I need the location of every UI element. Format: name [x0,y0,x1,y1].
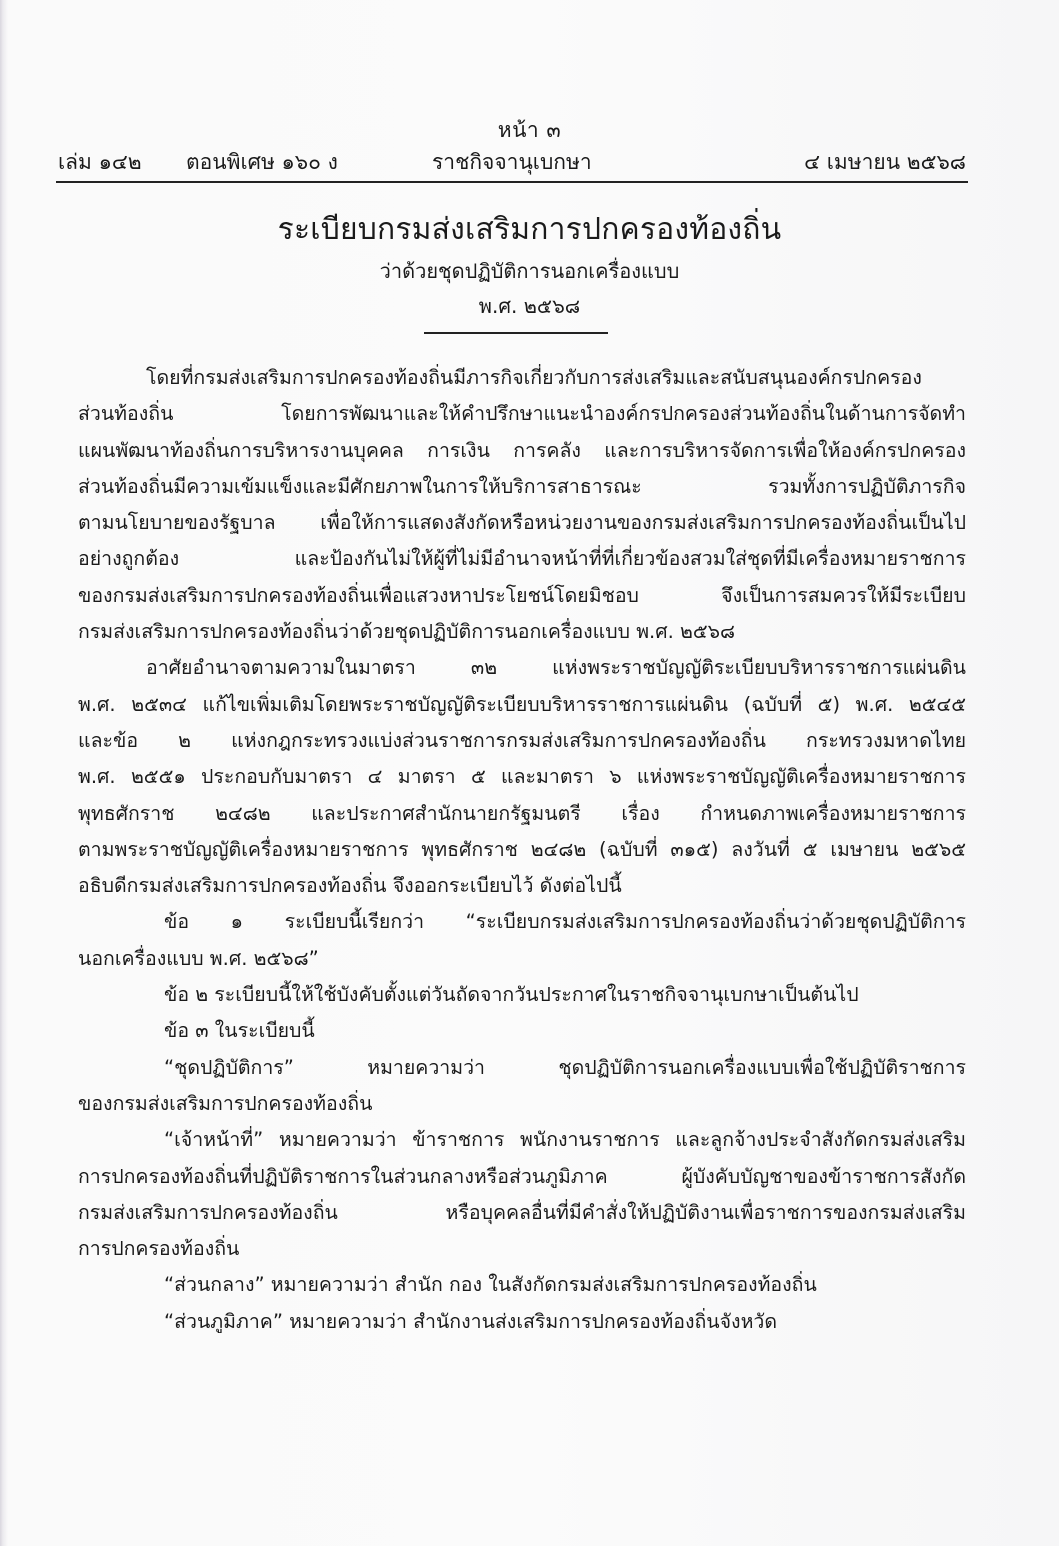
body-line: แผนพัฒนาท้องถิ่นการบริหารงานบุคคล การเงิน การคลัง และการบริหารจัดการเพื่อให้องค์กรปกครอง [78,438,966,462]
body-line: ส่วนท้องถิ่นมีความเข้มแข็งและมีศักยภาพในการให้บริการสาธารณะ รวมทั้งการปฏิบัติภารกิจ [78,474,966,498]
document-subtitle: ว่าด้วยชุดปฏิบัติการนอกเครื่องแบบ [379,259,680,283]
body-line: พ.ศ. ๒๕๓๔ แก้ไขเพิ่มเติมโดยพระราชบัญญัติระเบียบบริหารราชการแผ่นดิน (ฉบับที่ ๕) พ.ศ. ๒๕๔๕ [78,692,966,716]
definition-central: “ส่วนกลาง” หมายความว่า สำนัก กอง ในสังกัดกรมส่งเสริมการปกครองท้องถิ่น [164,1273,817,1297]
document-title: ระเบียบกรมส่งเสริมการปกครองท้องถิ่น [277,212,782,247]
publication-name: ราชกิจจานุเบกษา [432,150,592,174]
body-line: ของกรมส่งเสริมการปกครองท้องถิ่นเพื่อแสวงหาประโยชน์โดยมิชอบ จึงเป็นการสมควรให้มีระเบียบ [78,583,966,607]
body-line: พ.ศ. ๒๕๕๑ ประกอบกับมาตรา ๔ มาตรา ๕ และมาตรา ๖ แห่งพระราชบัญญัติเครื่องหมายราชการ [78,765,966,789]
body-line: ของกรมส่งเสริมการปกครองท้องถิ่น [78,1091,373,1115]
body-line: ตามพระราชบัญญัติเครื่องหมายราชการ พุทธศักราช ๒๔๘๒ (ฉบับที่ ๓๑๕) ลงวันที่ ๕ เมษายน ๒๕๖๕ [78,837,966,861]
body-line: การปกครองท้องถิ่น [78,1237,240,1261]
body-line: นอกเครื่องแบบ พ.ศ. ๒๕๖๘” [78,946,319,970]
body-line: และข้อ ๒ แห่งกฎกระทรวงแบ่งส่วนราชการกรมส่งเสริมการปกครองท้องถิ่น กระทรวงมหาดไทย [78,728,966,752]
body-line: อาศัยอำนาจตามความในมาตรา ๓๒ แห่งพระราชบัญญัติระเบียบบริหารราชการแผ่นดิน [146,656,966,680]
volume-number: เล่ม ๑๔๒ [58,150,142,174]
gazette-header [58,146,966,176]
document-year: พ.ศ. ๒๕๖๘ [478,294,581,318]
issue-number: ตอนพิเศษ ๑๖๐ ง [186,150,338,174]
header-divider [56,181,968,183]
body-line: พุทธศักราช ๒๔๘๒ และประกาศสำนักนายกรัฐมนตรี เรื่อง กำหนดภาพเครื่องหมายราชการ [78,801,966,825]
body-line: ส่วนท้องถิ่น โดยการพัฒนาและให้คำปรึกษาแนะนำองค์กรปกครองส่วนท้องถิ่นในด้านการจัดทำ [78,402,966,426]
clause-3: ข้อ ๓ ในระเบียบนี้ [164,1019,315,1043]
clause-1: ข้อ ๑ ระเบียบนี้เรียกว่า “ระเบียบกรมส่งเสริมการปกครองท้องถิ่นว่าด้วยชุดปฏิบัติการ [164,910,966,934]
definition-officer: “เจ้าหน้าที่” หมายความว่า ข้าราชการ พนักงานราชการ และลูกจ้างประจำสังกัดกรมส่งเสริม [164,1128,966,1152]
body-line: อธิบดีกรมส่งเสริมการปกครองท้องถิ่น จึงออกระเบียบไว้ ดังต่อไปนี้ [78,874,622,898]
body-line: โดยที่กรมส่งเสริมการปกครองท้องถิ่นมีภารกิจเกี่ยวกับการส่งเสริมและสนับสนุนองค์กรปกครอง [146,366,922,389]
document-body [78,360,966,1340]
body-line: ตามนโยบายของรัฐบาล เพื่อให้การแสดงสังกัดหรือหน่วยงานของกรมส่งเสริมการปกครองท้องถิ่นเป็นไป [78,511,966,535]
publication-date: ๔ เมษายน ๒๕๖๘ [804,150,966,174]
body-line: การปกครองท้องถิ่นที่ปฏิบัติราชการในส่วนกลางหรือส่วนภูมิภาค ผู้บังคับบัญชาของข้าราชการสังกัด [78,1164,966,1188]
title-divider [424,332,608,334]
body-line: อย่างถูกต้อง และป้องกันไม่ให้ผู้ที่ไม่มีอำนาจหน้าที่ที่เกี่ยวข้องสวมใส่ชุดที่มีเครื่องหมายราชการ [78,547,966,571]
definition-regional: “ส่วนภูมิภาค” หมายความว่า สำนักงานส่งเสริมการปกครองท้องถิ่นจังหวัด [164,1309,778,1333]
body-line: กรมส่งเสริมการปกครองท้องถิ่นว่าด้วยชุดปฏิบัติการนอกเครื่องแบบ พ.ศ. ๒๕๖๘ [78,620,736,644]
definition-operations-team: “ชุดปฏิบัติการ” หมายความว่า ชุดปฏิบัติการนอกเครื่องแบบเพื่อใช้ปฏิบัติราชการ [164,1055,966,1079]
page-number: หน้า ๓ [497,118,562,142]
body-line: กรมส่งเสริมการปกครองท้องถิ่น หรือบุคคลอื่นที่มีคำสั่งให้ปฏิบัติงานเพื่อราชการของกรมส่งเสริม [78,1200,966,1224]
clause-2: ข้อ ๒ ระเบียบนี้ให้ใช้บังคับตั้งแต่วันถัดจากวันประกาศในราชกิจจานุเบกษาเป็นต้นไป [164,983,859,1007]
